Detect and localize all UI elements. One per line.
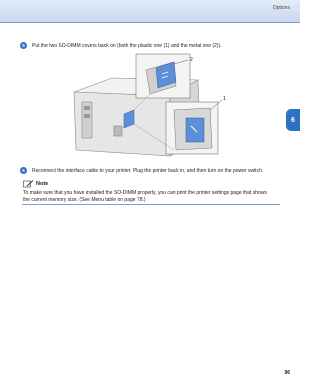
- chapter-title: Options: [272, 5, 290, 11]
- note-pencil-icon: [23, 180, 34, 188]
- callout-1: 1: [223, 96, 226, 102]
- chapter-tab: 6: [286, 109, 300, 131]
- step-5: [20, 43, 284, 49]
- note-label: Note: [36, 181, 49, 187]
- step-text: Reconnect the interface cable to your printer. Plug the printer back in, and then turn on the power switch.: [32, 168, 264, 174]
- step-text: Put the two SO-DIMM covers back on (both the plastic one (1) and the metal one (2)).: [32, 43, 222, 49]
- step-6: [20, 168, 284, 174]
- header-band: [0, 0, 300, 22]
- page-number: 96: [284, 370, 290, 376]
- step-number: 6: [20, 167, 27, 174]
- note-rule: [22, 204, 280, 205]
- header-rule: [0, 22, 300, 23]
- step-number: 5: [20, 42, 27, 49]
- note-header: [23, 180, 48, 188]
- note-text: To make sure that you have installed the SO-DIMM properly, you can print the printer settings page that shows the current memory size. (See Menu table on page 78.): [23, 190, 267, 203]
- callout-2: 2: [190, 57, 193, 63]
- printer-illustration: [70, 52, 230, 164]
